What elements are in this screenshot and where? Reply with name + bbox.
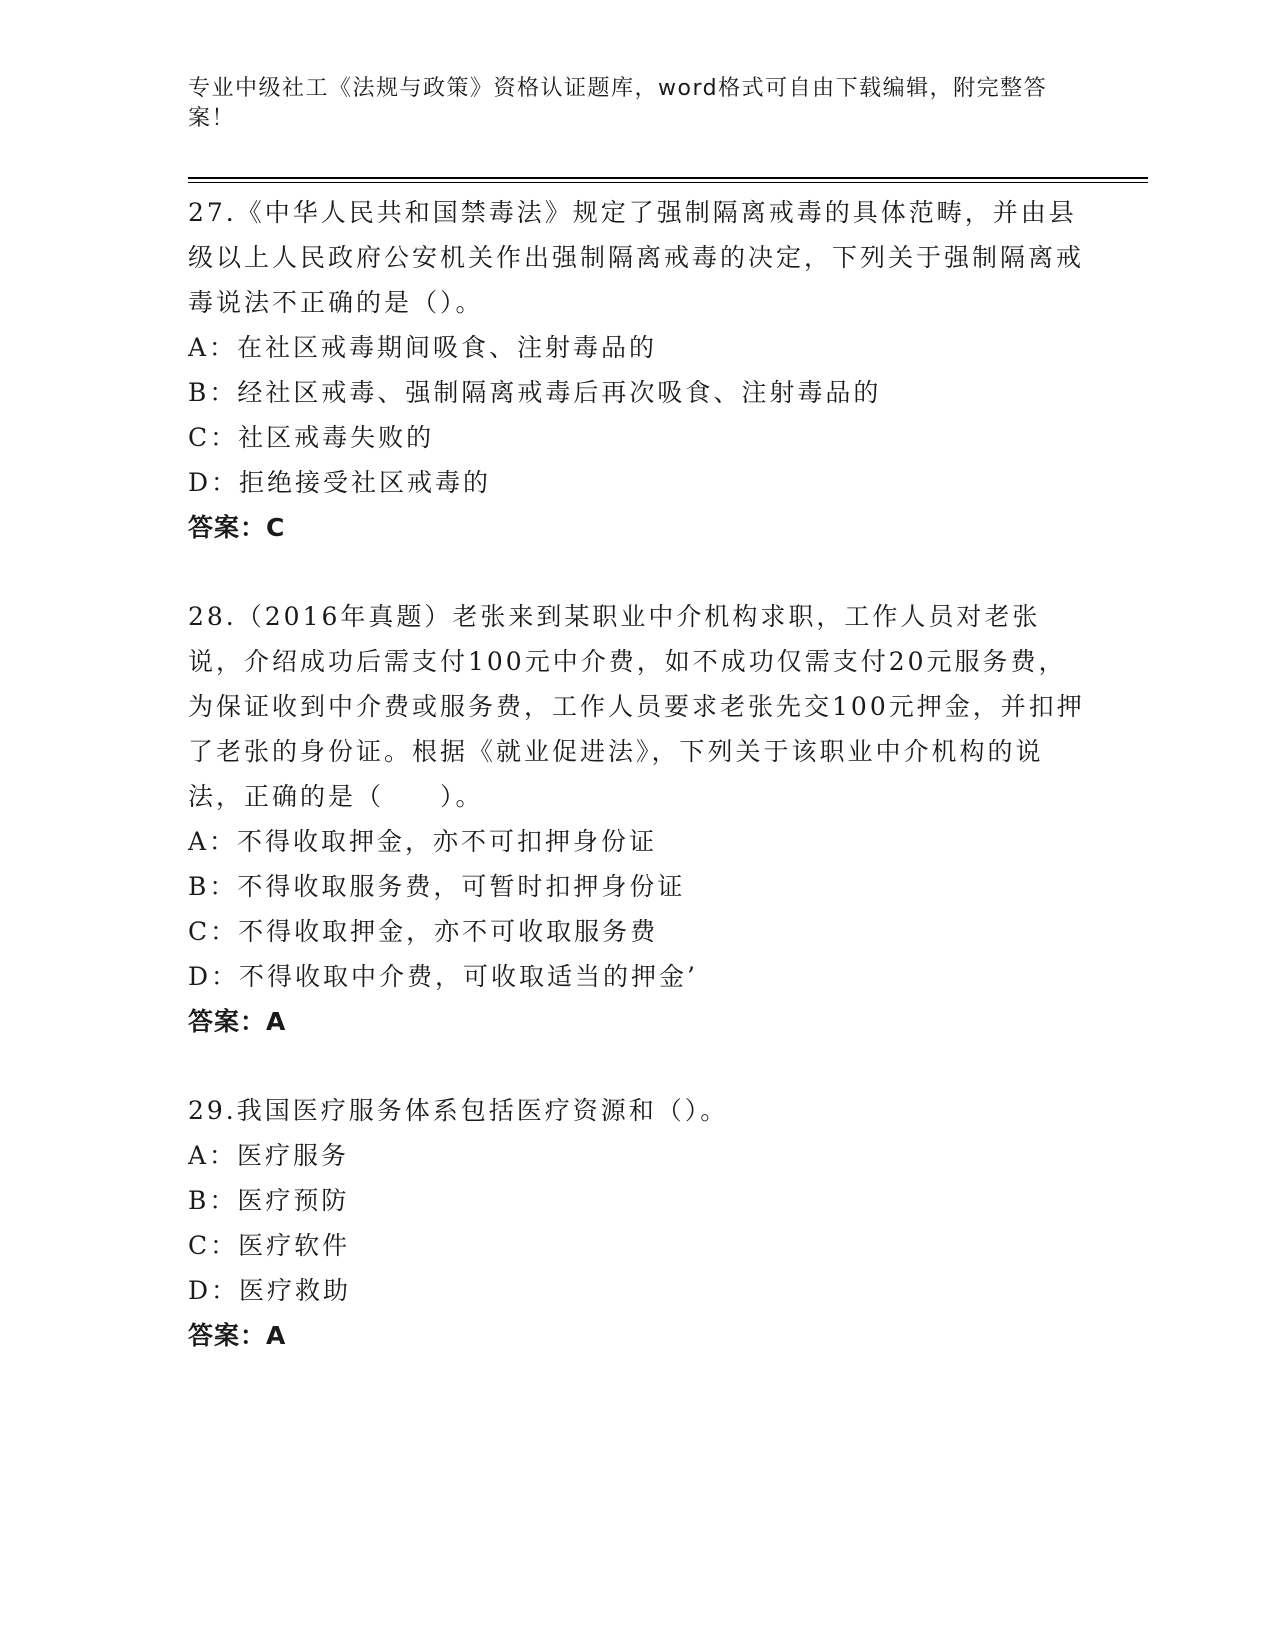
option-a: A：在社区戒毒期间吸食、注射毒品的 [188,333,658,362]
option-b: B：医疗预防 [188,1186,350,1215]
question-stem: 29.我国医疗服务体系包括医疗资源和（）。 [188,1096,729,1125]
answer-line: 答案：C [188,513,286,542]
option-a: A：医疗服务 [188,1141,350,1170]
option-b: B：不得收取服务费，可暂时扣押身份证 [188,872,686,901]
option-b: B：经社区戒毒、强制隔离戒毒后再次吸食、注射毒品的 [188,378,882,407]
header-rule-top [188,177,1148,179]
option-d: D：拒绝接受社区戒毒的 [188,468,492,497]
option-c: C：社区戒毒失败的 [188,423,435,452]
option-a: A：不得收取押金，亦不可扣押身份证 [188,827,658,856]
question-list [188,190,1088,1402]
answer-line: 答案：A [188,1007,287,1036]
option-c: C：不得收取押金，亦不可收取服务费 [188,917,659,946]
question-27 [188,190,1088,550]
option-d: D：不得收取中介费，可收取适当的押金’ [188,962,698,991]
question-29 [188,1088,1088,1358]
option-c: C：医疗软件 [188,1231,351,1260]
answer-line: 答案：A [188,1321,287,1350]
question-stem: 27.《中华人民共和国禁毒法》规定了强制隔离戒毒的具体范畴，并由县级以上人民政府公安机关作出强制隔离戒毒的决定，下列关于强制隔离戒毒说法不正确的是（）。 [188,198,1085,317]
page-header: 专业中级社工《法规与政策》资格认证题库，word格式可自由下载编辑，附完整答案！ [188,76,1048,131]
question-stem: 28.（2016年真题）老张来到某职业中介机构求职，工作人员对老张说，介绍成功后需支付100元中介费，如不成功仅需支付20元服务费，为保证收到中介费或服务费，工作人员要求老张先交100元押金，并扣押了老张的身份证。根据《就业促进法》，下列关于该职业中介机构的说法，正确的是（ ）。 [188,602,1085,811]
question-28 [188,594,1088,1044]
header-rule-bottom [188,182,1148,183]
option-d: D：医疗救助 [188,1276,352,1305]
